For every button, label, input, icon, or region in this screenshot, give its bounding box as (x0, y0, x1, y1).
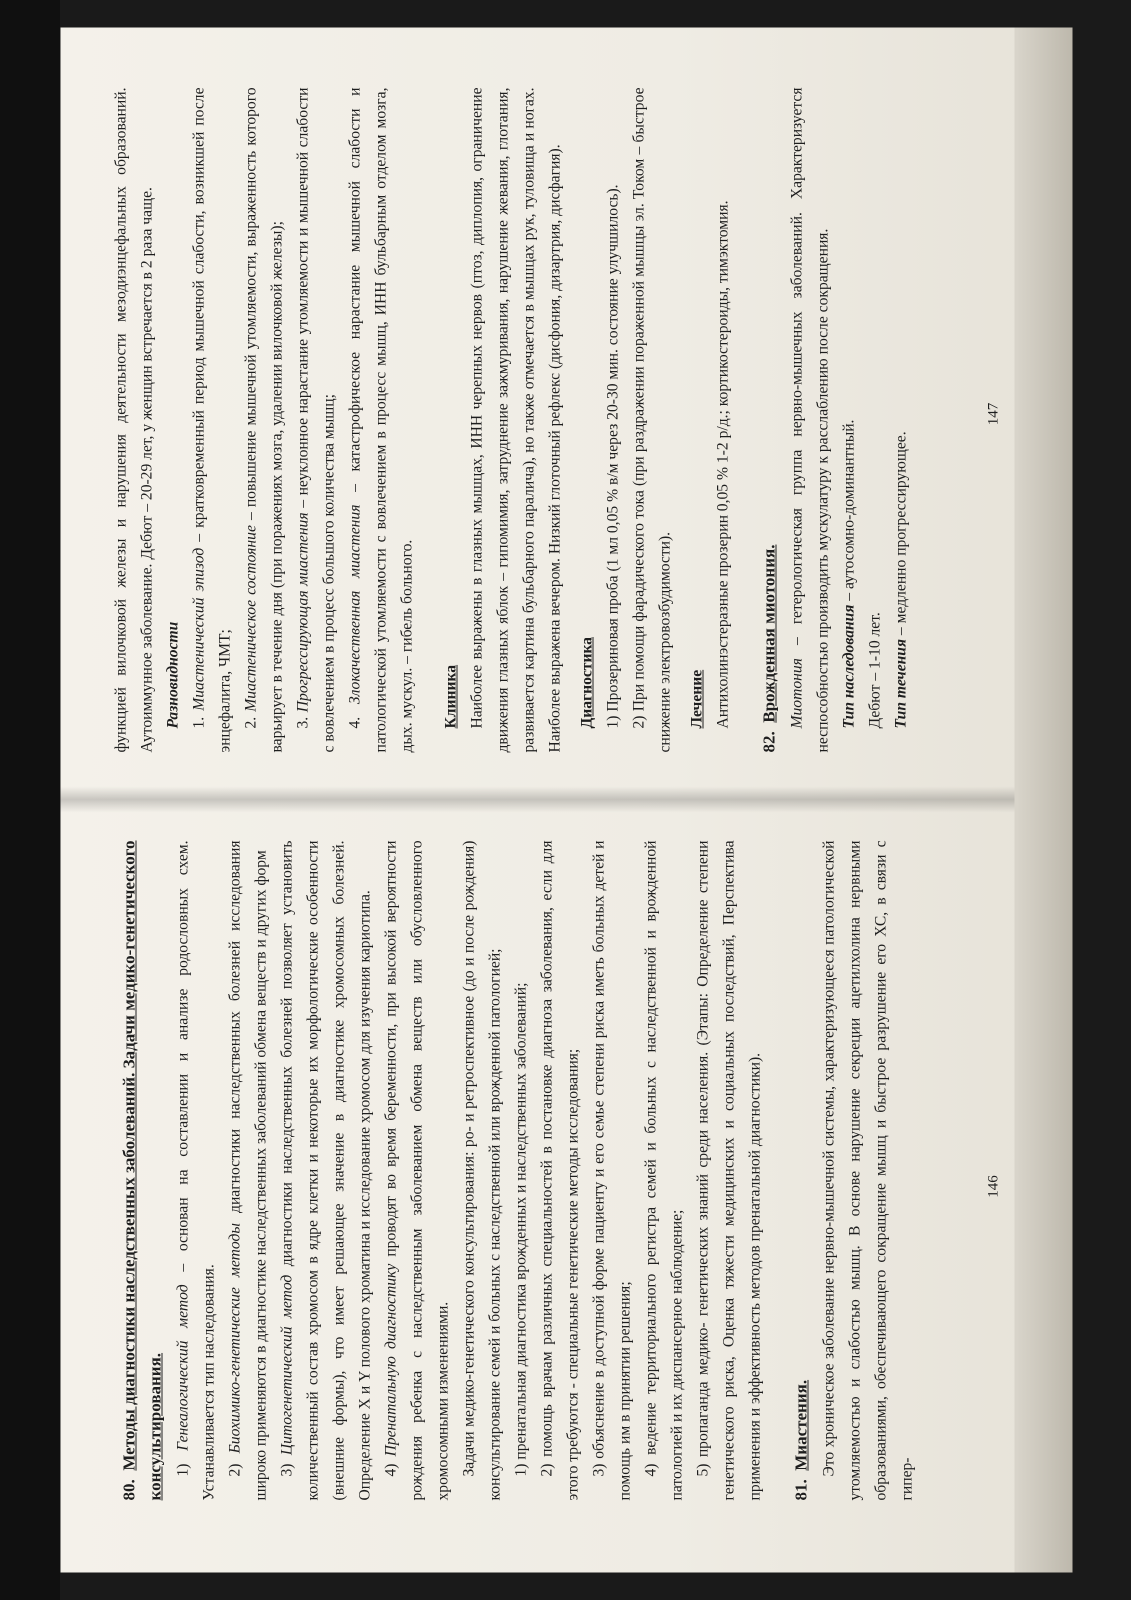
page-number-146: 146 (985, 1175, 1001, 1198)
diagnostics-heading: Диагностика (578, 637, 595, 729)
section-82-title: Врожденная миотония. (759, 544, 778, 723)
task-1: 1) пренатальная диагностика врожденных и наследственных заболеваний; (512, 982, 529, 1477)
method-biochemical: 2) Биохимико-генетические методы диагностики наследственных болезней исследования широко применяются в диагностике наследственных заболеваний обмена веществ и других форм (226, 840, 269, 1501)
task-3: 3) объяснение в доступной форме пациенту и его семье степени риска иметь больных детей и помощь им в принятии решения; (590, 840, 633, 1501)
method-genealogical: 1) Генеалогический метод – основан на составлении и анализе родословных схем. Устанавливается тип наследования. (174, 840, 217, 1501)
page-number-147: 147 (985, 402, 1001, 426)
myasthenia-continued: функцией вилочковой железы и нарушения деятельности мезодиэнцефальных образований. Аутоиммунное заболевание. Дебют – 20-29 лет, у женщин встречается в 2 раза чаще. (112, 87, 155, 753)
book-spread (60, 28, 1072, 1573)
scanner-edge (0, 0, 60, 1600)
page-147 (60, 28, 1072, 801)
onset: Дебют – 1-10 лет. (866, 612, 883, 729)
form-3: 3. Прогрессирующая миастения – неуклонное нарастание утомляемости и мышечной слабости с вовлечением в процесс большого количества мышц; (294, 87, 337, 753)
task-4: 4) ведение территориального регистра семей и больных с наследственной и врожденной патологией и их диспансерное наблюдение; (642, 840, 685, 1501)
section-80-title: Методы диагностики наследственных заболеваний. Задачи медико-генетического консультирования. (119, 840, 164, 1501)
method-prenatal: 4) Пренатальную диагностику проводят во время беременности, при высокой вероятности рождения ребенка с наследственным заболеванием обмена веществ или обусловленного хромосомными изменениями. (382, 840, 451, 1501)
inheritance-type: Тип наследования – аутосомно-доминантный. (840, 419, 857, 729)
task-2: 2) помощь врачам различных специальностей в постановке диагноза заболевания, если для этого требуются - специальные генетические методы исследования; (538, 840, 581, 1501)
clinic-text: Наиболее выражены в глазных мышцах, ИНН черепных нервов (птоз, диплопия, ограничение движения глазных яблок – гипомимия, затруднение зажмуривания, нарушение жевания, глотания, развивается картина бульбарного паралича), но также отмечается в мышцах рук, туловища и ногах. Наиболее выражена вечером. Низкий глоточный рефлекс (дисфония, дизартрия, дисфагия). (468, 87, 563, 753)
form-2: 2. Миастеническое состояние – повышение мышечной утомляемости, выраженность которого варьирует в течение дня (при поражениях мозга, удалении вилочковой железы); (242, 87, 285, 753)
counseling-tasks: Задачи медико-генетического консультирования: ро- и ретроспективное (до и после рождения) консультирование семей и больных с наследственной или врожденной патологией; (460, 840, 503, 1501)
section-81-title: Миастения. (791, 1379, 810, 1471)
course-type: Тип течения – медленно прогрессирующее. (892, 431, 909, 729)
treatment-text: Антихолинэстеразные прозерин 0,05 % 1-2 р/д.; кортикостероиды, тимэктомия. (714, 200, 731, 729)
myasthenia-definition: Это хроническое заболевание нервно-мышечной системы, характеризующееся патологической утомляемостью и слабостью мышц. В основе нарушение секреции ацетилхолина нервными образованиями, обеспечивающего сокращение мышц и быстрое разрушение его ХС, в связи с гипер- (820, 840, 915, 1501)
forms-heading: Разновидности (164, 621, 181, 729)
form-4: 4. Злокачественная миастения – катастрофическое нарастание мышечной слабости и патологической утомляемости с вовлечением в процесс мышц, ИНН бульбарным отделом мозга, дых. мускул. – гибель больного. (346, 87, 415, 753)
page-146 (60, 801, 1072, 1573)
section-81-heading: 81. Миастения. (791, 1379, 810, 1501)
treatment-heading: Лечение (688, 669, 705, 729)
diagnostics-1: 1) Прозериновая проба (1 мл 0,05 % в/м через 20-30 мин. состояние улучшилось). (604, 184, 621, 729)
diagnostics-2: 2) При помощи фарадического тока (при раздражении пораженной мышцы эл. Током – быстрое снижение электровозбудимости). (630, 87, 673, 753)
method-cytogenetic: 3) Цитогенетический метод диагностики наследственных болезней позволяет установить количественный состав хромосом в ядре клетки и некоторые их морфологические особенности (внешние формы), что имеет решающее значение в диагностике хромосомных болезней. Определение X и Y полового хроматина и исследование хромосом для изучения кариотипа. (278, 840, 373, 1501)
section-80-heading: 80. Методы диагностики наследственных заболеваний. Задачи медико-генетического консультирования. (119, 840, 164, 1501)
page-edges (1014, 28, 1072, 1573)
myotonia-definition: Миотония – гетерологическая группа нервно-мышечных заболеваний. Характеризуется неспособностью производить мускулатуру к расслаблению после сокращения. (788, 87, 831, 753)
section-82-heading: 82. Врожденная миотония. (759, 544, 778, 753)
form-1: 1. Миастенический эпизод – кратковременный период мышечной слабости, возникшей после энцефалита, ЧМТ; (190, 87, 233, 753)
task-5: 5) пропаганда медико- генетических знаний среди населения. (Этапы: Определение степени генетического риска, Оценка тяжести медицинских и социальных последствий, Перспектива применения и эффективность методов пренатальной диагностики). (694, 840, 763, 1501)
clinic-heading: Клиника (442, 664, 459, 729)
rotated-book-spread (60, 28, 1072, 1573)
